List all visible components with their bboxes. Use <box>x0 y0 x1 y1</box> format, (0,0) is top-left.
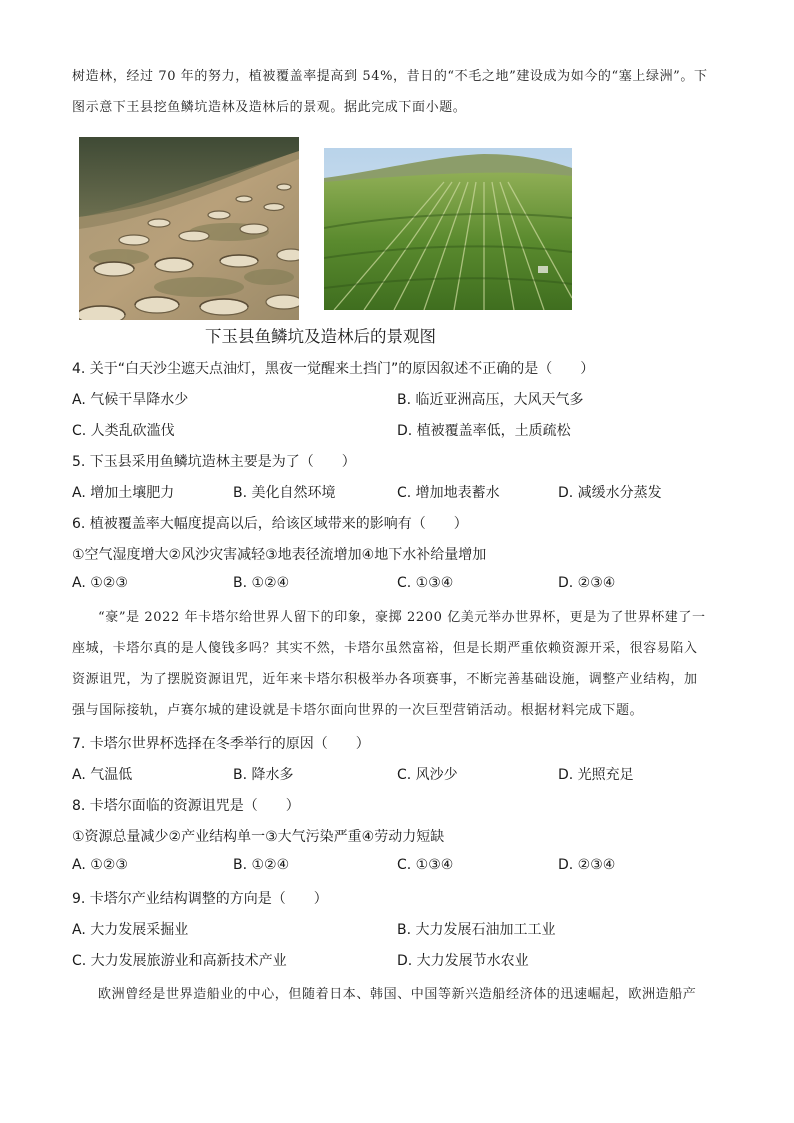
question-8-option-a[interactable]: A. ①②③ <box>72 857 128 873</box>
question-6-option-b[interactable]: B. ①②④ <box>233 575 290 591</box>
question-6-stem: 6. 植被覆盖率大幅度提高以后，给该区域带来的影响有（ ） <box>72 516 468 532</box>
question-7-stem: 7. 卡塔尔世界杯选择在冬季举行的原因（ ） <box>72 736 370 752</box>
question-6-option-a[interactable]: A. ①②③ <box>72 575 128 591</box>
qatar-passage-line-1: “豪”是 2022 年卡塔尔给世界人留下的印象，豪掷 2200 亿美元举办世界杯，更是为了世界杯建了一 <box>98 610 706 625</box>
question-9-option-a[interactable]: A. 大力发展采掘业 <box>72 922 189 938</box>
intro-paragraph <box>72 61 722 123</box>
fish-scale-pits-photo <box>79 137 299 320</box>
qatar-passage-line-4: 强与国际接轨，卢赛尔城的建设就是卡塔尔面向世界的一次巨型营销活动。根据材料完成下题。 <box>72 703 644 718</box>
question-8-option-c[interactable]: C. ①③④ <box>397 857 454 873</box>
question-8-option-b[interactable]: B. ①②④ <box>233 857 290 873</box>
qatar-passage <box>72 602 722 726</box>
question-6-option-d[interactable]: D. ②③④ <box>558 575 616 591</box>
question-4-option-a[interactable]: A. 气候干旱降水少 <box>72 392 189 408</box>
question-8-option-d[interactable]: D. ②③④ <box>558 857 616 873</box>
question-7-option-b[interactable]: B. 降水多 <box>233 767 294 783</box>
qatar-passage-line-3: 资源诅咒，为了摆脱资源诅咒，近年来卡塔尔积极举办各项赛事，不断完善基础设施，调整产业结构，加 <box>72 672 698 687</box>
question-4-option-c[interactable]: C. 人类乱砍滥伐 <box>72 423 175 439</box>
question-7-option-d[interactable]: D. 光照充足 <box>558 767 634 783</box>
figure-caption: 下玉县鱼鳞坑及造林后的景观图 <box>205 327 436 346</box>
question-9-option-b[interactable]: B. 大力发展石油加工工业 <box>397 922 556 938</box>
question-6-option-c[interactable]: C. ①③④ <box>397 575 454 591</box>
question-9-option-d[interactable]: D. 大力发展节水农业 <box>397 953 529 969</box>
question-4-option-b[interactable]: B. 临近亚洲高压，大风天气多 <box>397 392 584 408</box>
question-4-option-d[interactable]: D. 植被覆盖率低，土质疏松 <box>397 423 571 439</box>
intro-line-1: 树造林，经过 70 年的努力，植被覆盖率提高到 54%，昔日的“不毛之地”建设成为如今的“塞上绿洲”。下 <box>72 69 708 84</box>
question-9-stem: 9. 卡塔尔产业结构调整的方向是（ ） <box>72 891 328 907</box>
question-8-items: ①资源总量减少②产业结构单一③大气污染严重④劳动力短缺 <box>72 829 445 845</box>
question-7-option-a[interactable]: A. 气温低 <box>72 767 133 783</box>
shipbuilding-passage-line-1: 欧洲曾经是世界造船业的中心，但随着日本、韩国、中国等新兴造船经济体的迅速崛起，欧洲造船产 <box>98 987 697 1002</box>
question-5-option-a[interactable]: A. 增加土壤肥力 <box>72 485 175 501</box>
qatar-passage-line-2: 座城，卡塔尔真的是人傻钱多吗？其实不然，卡塔尔虽然富裕，但是长期严重依赖资源开采，很容易陷入 <box>72 641 698 656</box>
question-5-option-c[interactable]: C. 增加地表蓄水 <box>397 485 500 501</box>
afforested-landscape-image <box>324 148 572 310</box>
question-9-option-c[interactable]: C. 大力发展旅游业和高新技术产业 <box>72 953 287 969</box>
shipbuilding-passage <box>72 979 722 1010</box>
fish-scale-pits-image <box>79 137 299 320</box>
question-7-option-c[interactable]: C. 风沙少 <box>397 767 458 783</box>
question-5-stem: 5. 下玉县采用鱼鳞坑造林主要是为了（ ） <box>72 454 356 470</box>
question-5-option-d[interactable]: D. 减缓水分蒸发 <box>558 485 662 501</box>
question-8-stem: 8. 卡塔尔面临的资源诅咒是（ ） <box>72 798 300 814</box>
afforested-landscape-photo <box>324 148 572 310</box>
question-5-option-b[interactable]: B. 美化自然环境 <box>233 485 336 501</box>
intro-line-2: 图示意下王县挖鱼鳞坑造林及造林后的景观。据此完成下面小题。 <box>72 100 467 115</box>
question-6-items: ①空气湿度增大②风沙灾害减轻③地表径流增加④地下水补给量增加 <box>72 547 487 563</box>
question-4-stem: 4. 关于“白天沙尘遮天点油灯，黑夜一觉醒来土挡门”的原因叙述不正确的是（ ） <box>72 361 595 377</box>
